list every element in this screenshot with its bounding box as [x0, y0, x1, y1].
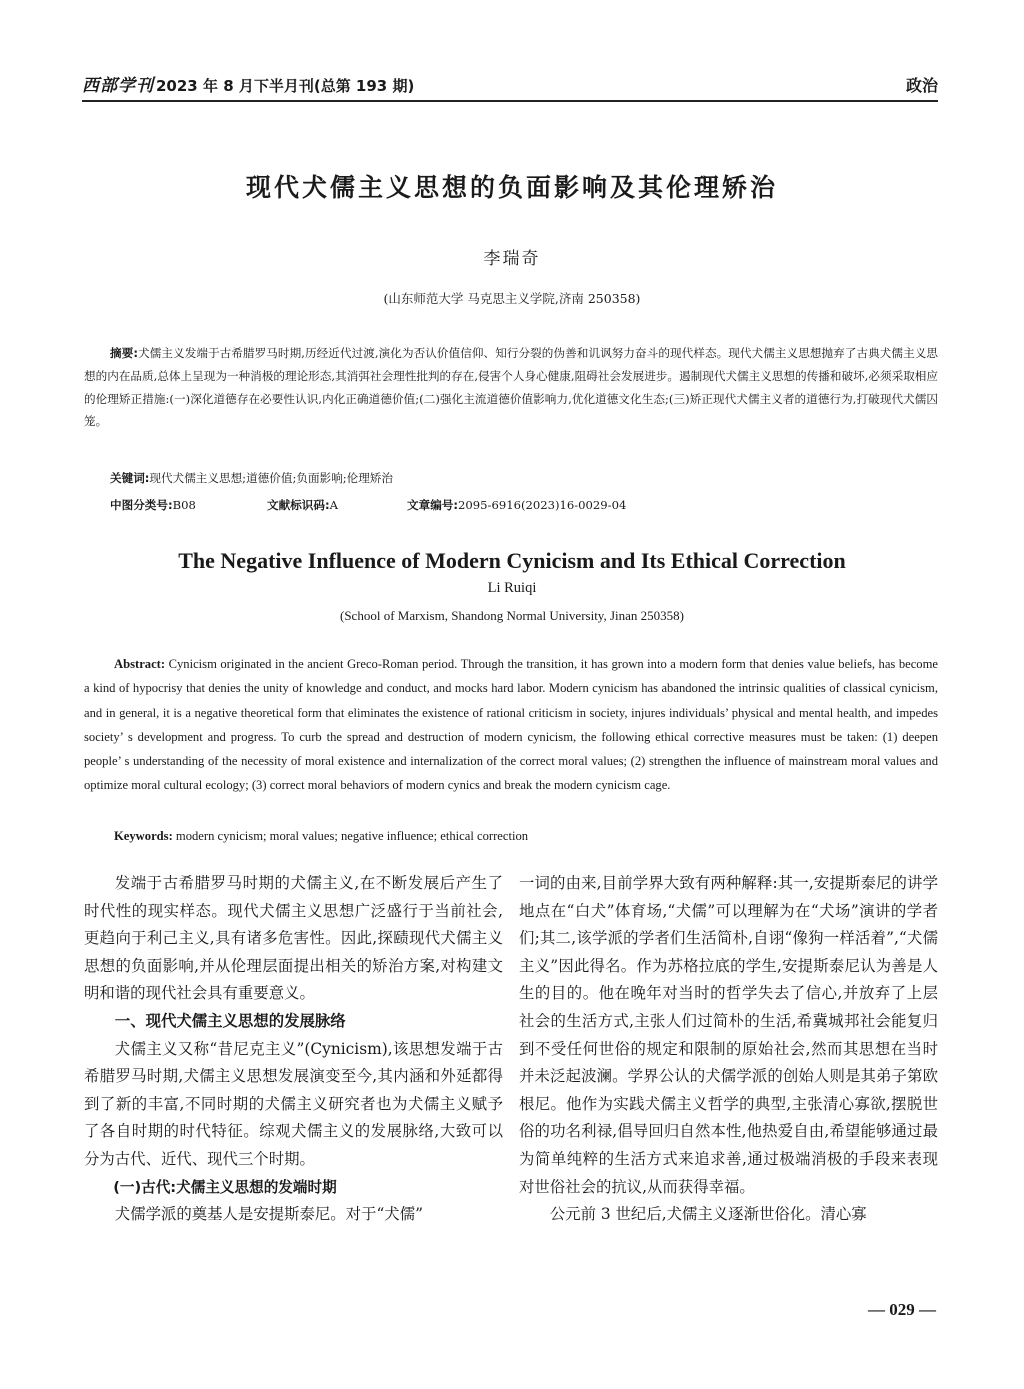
chinese-affiliation: (山东师范大学 马克思主义学院,济南 250358) — [383, 291, 641, 306]
left-column — [84, 870, 503, 1300]
article-body — [84, 870, 938, 1300]
subsection-heading: (一)古代:犬儒主义思想的发端时期 — [113, 1178, 337, 1196]
abstract-text: 犬儒主义发端于古希腊罗马时期,历经近代过渡,演化为否认价值信仰、知行分裂的伪善和讥讽努力奋斗的现代样态。现代犬儒主义思想抛弃了古典犬儒主义思想的内在品质,总体上呈现为一种消极的理论形态,其消弭社会理性批判的存在,侵害个人身心健康,阻碍社会发展进步。遏制现代犬儒主义思想的传播和破坏,必须采取相应的伦理矫正措施:(一)深化道德存在必要性认识,内化正确道德价值;(二)强化主流道德价值影响力,优化道德文化生态;(三)矫正现代犬儒主义者的道德行为,打破现代犬儒囚笼。 — [84, 346, 938, 429]
abstract-label: 摘要: — [110, 346, 139, 360]
right-column — [519, 870, 938, 1300]
english-author: Li Ruiqi — [487, 580, 537, 596]
body-paragraph: 一词的由来,目前学界大致有两种解释:其一,安提斯泰尼的讲学地点在“白犬”体育场,“犬儒”可以理解为在“犬场”演讲的学者们;其二,该学派的学者们生活简朴,自诩“像狗一样活着”,“犬儒主义”因此得名。作为苏格拉底的学生,安提斯泰尼认为善是人生的目的。他在晚年对当时的哲学失去了信心,并放弃了上层社会的生活方式,主张人们过简朴的生活,希冀城邦社会能复归到不受任何世俗的规定和限制的原始社会,然而其思想在当时并未泛起波澜。学界公认的犬儒学派的创始人则是其弟子第欧根尼。他作为实践犬儒主义哲学的典型,主张清心寡欲,摆脱世俗的功名利禄,倡导回归自然本性,他热爱自由,希望能够通过最为简单纯粹的生活方式来追求善,通过极端消极的手段来表现对世俗社会的抗议,从而获得幸福。 — [519, 874, 938, 1196]
keywords-text: 现代犬儒主义思想;道德价值;负面影响;伦理矫治 — [149, 471, 394, 485]
chinese-title: 现代犬儒主义思想的负面影响及其伦理矫治 — [245, 173, 778, 202]
english-keywords-text: modern cynicism; moral values; negative influence; ethical correction — [172, 829, 529, 843]
section-heading: 一、现代犬儒主义思想的发展脉络 — [114, 1011, 346, 1030]
keywords-label: 关键词: — [110, 471, 150, 485]
running-header — [82, 70, 938, 102]
chinese-abstract — [84, 342, 938, 433]
english-keywords — [114, 824, 938, 848]
journal-logo: 西部学刊 — [82, 76, 154, 96]
header-left — [82, 71, 414, 96]
english-title: The Negative Influence of Modern Cynicism and Its Ethical Correction — [178, 548, 846, 573]
article-number: 文章编号:2095-6916(2023)16-0029-04 — [407, 498, 627, 512]
chinese-author: 李瑞奇 — [483, 249, 541, 269]
classification-meta — [110, 494, 938, 516]
english-keywords-label: Keywords: — [114, 829, 173, 843]
english-abstract-text: Cynicism originated in the ancient Greco-Roman period. Through the transition, it has grown into a modern form that denies value beliefs, has become a kind of hypocrisy that denies the unity of knowledge and conduct, and mocks hard labor. Modern cynicism has abandoned the intrinsic qualities of classical cynicism, and in general, it is a negative theoretical form that eliminates the existence of rational criticism in society, injures individuals’ physical and mental health, and impedes society’ s development and progress. To curb the spread and destruction of modern cynicism, the following ethical corrective measures must be taken: (1) deepen people’ s understanding of the necessity of moral existence and internalization of the correct moral values; (2) strengthen the influence of mainstream moral values and optimize moral cultural ecology; (3) correct moral behaviors of modern cynics and break the modern cynicism cage. — [84, 657, 938, 793]
english-abstract — [84, 652, 938, 798]
english-affiliation: (School of Marxism, Shandong Normal University, Jinan 250358) — [340, 608, 684, 623]
body-paragraph: 犬儒主义又称“昔尼克主义”(Cynicism),该思想发端于古希腊罗马时期,犬儒主义思想发展演变至今,其内涵和外延都得到了新的丰富,不同时期的犬儒主义研究者也为犬儒主义赋予了各自时期的时代特征。综观犬儒主义的发展脉络,大致可以分为古代、近代、现代三个时期。 — [84, 1039, 503, 1168]
section-name: 政治 — [905, 76, 938, 95]
page-number: — 029 — — [868, 1300, 936, 1319]
issue-info: 2023 年 8 月下半月刊(总第 193 期) — [156, 77, 415, 95]
english-abstract-label: Abstract: — [114, 657, 166, 671]
clc-number: 中图分类号:B08 — [110, 498, 196, 512]
body-paragraph: 犬儒学派的奠基人是安提斯泰尼。对于“犬儒” — [114, 1205, 423, 1224]
document-code: 文献标识码:A — [267, 498, 338, 512]
body-paragraph: 发端于古希腊罗马时期的犬儒主义,在不断发展后产生了时代性的现实样态。现代犬儒主义思想广泛盛行于当前社会,更趋向于利己主义,具有诸多危害性。因此,探赜现代犬儒主义思想的负面影响,并从伦理层面提出相关的矫治方案,对构建文明和谐的现代社会具有重要意义。 — [84, 874, 503, 1003]
chinese-keywords — [110, 467, 938, 489]
body-paragraph: 公元前 3 世纪后,犬儒主义逐渐世俗化。清心寡 — [549, 1205, 867, 1224]
